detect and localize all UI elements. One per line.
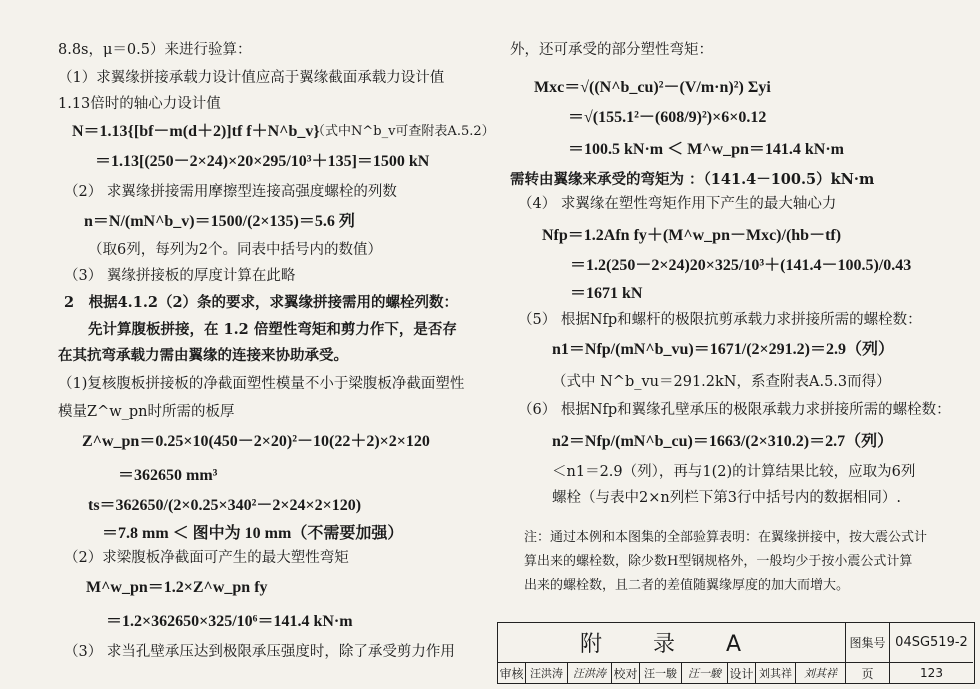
page-label: 页 [846, 663, 890, 683]
checker-name: 汪一駿 [640, 663, 682, 683]
text-line: 先计算腹板拼接，在 1.2 倍塑性弯矩和剪力作下，是否存 [88, 321, 457, 338]
text-line: （6） 根据Nfp和翼缘孔壁承压的极限承载力求拼接所需的螺栓数： [518, 402, 951, 418]
text-line: 模量Z^w_pn时所需的板厚 [58, 404, 235, 420]
equation: ts＝362650/(2×0.25×340²－2×24×2×120) [88, 497, 362, 514]
equation: ＝100.5 kN·m ＜ M^w_pn＝141.4 kN·m [568, 141, 844, 158]
designer-signature: 刘其祥 [796, 663, 846, 683]
text-line: 在其抗弯承载力需由翼缘的连接来协助承受。 [58, 347, 348, 364]
equation: Z^w_pn＝0.25×10(450－2×20)²－10(22＋2)×2×120 [82, 433, 430, 450]
text-line: （2） 求翼缘拼接需用摩擦型连接高强度螺栓的列数 [64, 184, 397, 200]
text-line: （2）求梁腹板净截面可产生的最大塑性弯矩 [64, 550, 349, 566]
equation: n2＝Nfp/(mN^b_cu)＝1663/(2×310.2)＝2.7（列） [552, 433, 894, 450]
text-line: ＜n1＝2.9（列），再与1(2)的计算结果比较，应取为6列 [552, 464, 916, 480]
equation: ＝7.8 mm ＜ 图中为 10 mm（不需要加强） [102, 525, 404, 542]
equation: n＝N/(mN^b_v)＝1500/(2×135)＝5.6 列 [84, 213, 355, 230]
equation: N＝1.13{[bf－m(d＋2)]tf f＋N^b_v} [72, 123, 320, 140]
designer-name: 刘其祥 [756, 663, 796, 683]
text-line: （3） 求当孔壁承压达到极限承压强度时，除了承受剪力作用 [64, 644, 455, 660]
text-line: （1）求翼缘拼接承载力设计值应高于翼缘截面承载力设计值 [58, 70, 445, 86]
note-line: 注：通过本例和本图集的全部验算表明：在翼缘拼接中，按大震公式计 [524, 530, 928, 545]
text-line: 1.13倍时的轴心力设计值 [58, 96, 221, 112]
checker-signature: 汪一駿 [682, 663, 728, 683]
equation: Mxc＝√((N^b_cu)²－(V/m·n)²) Σyi [534, 79, 771, 96]
reviewer-name: 汪洪涛 [526, 663, 568, 683]
page-number: 123 [920, 666, 943, 680]
equation: ＝1.2×362650×325/10⁶＝141.4 kN·m [106, 613, 353, 630]
text-line: 需转由翼缘来承受的弯矩为 ：（141.4－100.5）kN·m [510, 171, 875, 188]
equation: ＝1.2(250－2×24)20×325/10³＋(141.4－100.5)/0.43 [570, 257, 912, 274]
title-block-title: 附 录 A [498, 623, 846, 663]
text-line: 外，还可承受的部分塑性弯矩： [510, 42, 713, 58]
text-line: （4） 求翼缘在塑性弯矩作用下产生的最大轴心力 [518, 196, 837, 212]
atlas-number-label: 图集号 [846, 623, 890, 663]
review-label: 审核 [498, 663, 526, 683]
text-line: （1)复核腹板拼接板的净截面塑性模量不小于梁腹板净截面塑性 [58, 376, 465, 392]
equation-note: （式中N^b_v可查附表A.5.2） [312, 124, 495, 139]
equation: ＝√(155.1²－(608/9)²)×6×0.12 [568, 109, 767, 126]
text-line: 8.8s，μ＝0.5）来进行验算： [58, 42, 252, 58]
equation: ＝1.13[(250－2×24)×20×295/10³＋135]＝1500 kN [95, 153, 430, 170]
note-line: 算出来的螺栓数，除少数H型钢规格外，一般均少于按小震公式计算 [524, 554, 913, 569]
note-line: 出来的螺栓数，且二者的差值随翼缘厚度的加大而增大。 [524, 578, 850, 593]
title-block [497, 622, 975, 684]
text-line: 螺栓（与表中2×n列栏下第3行中括号内的数据相同）. [552, 490, 902, 506]
equation: ＝362650 mm³ [118, 467, 218, 484]
equation: Nfp＝1.2Afn fy＋(M^w_pn－Mxc)/(hb－tf) [542, 227, 842, 244]
text-line: （3） 翼缘拼接板的厚度计算在此略 [64, 268, 296, 284]
text-line: （取6列，每列为2个。同表中括号内的数值） [88, 242, 382, 258]
equation: M^w_pn＝1.2×Z^w_pn fy [86, 579, 268, 596]
text-line: （5） 根据Nfp和螺杆的极限抗剪承载力求拼接所需的螺栓数： [518, 312, 922, 328]
reviewer-signature: 汪洪涛 [568, 663, 612, 683]
atlas-number: 04SG519-2 [890, 623, 973, 663]
equation: ＝1671 kN [570, 285, 643, 302]
text-line: （式中 N^b_vu＝291.2kN，系查附表A.5.3而得） [552, 374, 891, 390]
section-heading: 2 根据4.1.2（2）条的要求，求翼缘拼接需用的螺栓列数： [64, 294, 459, 311]
check-label: 校对 [612, 663, 640, 683]
design-label: 设计 [728, 663, 756, 683]
equation: n1＝Nfp/(mN^b_vu)＝1671/(2×291.2)＝2.9（列） [552, 341, 894, 358]
